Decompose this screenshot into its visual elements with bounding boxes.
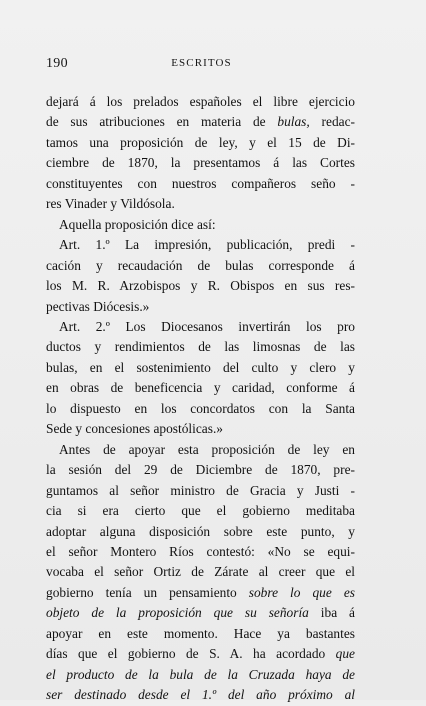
text-line: constituyentes con nuestros compañeros seño - <box>46 175 355 191</box>
text-run: gobierno tenía un pensamiento <box>46 584 249 600</box>
text-line: tamos una proposición de ley, y el 15 de Di- <box>46 134 355 150</box>
article-2-line: lo dispuesto en los concordatos con la Santa <box>46 400 355 416</box>
page-body <box>46 92 355 706</box>
text-line <box>46 665 355 685</box>
article-1-line: pectivas Diócesis.» <box>46 298 150 314</box>
text-line: ciembre de 1870, la presentamos á las Cortes <box>46 155 355 171</box>
page-number: 190 <box>46 56 68 71</box>
italic-text: el producto de la bula de la Cruzada haya de <box>46 666 355 682</box>
text-line <box>46 644 355 664</box>
article-2-line: ductos y rendimientos de las limosnas de las <box>46 339 355 355</box>
text-line: la sesión del 29 de Diciembre de 1870, pre- <box>46 462 355 478</box>
text-run: redac- <box>309 114 355 130</box>
paragraph-intro: Aquella proposición dice así: <box>59 216 216 232</box>
article-2-line: Art. 2.º Los Diocesanos invertirán los pro <box>59 318 355 334</box>
text-run: días que el gobierno de S. A. ha acordado <box>46 646 336 662</box>
article-2-line: Sede y concesiones apostólicas.» <box>46 421 224 437</box>
text-line: vocaba el señor Ortiz de Zárate al creer que el <box>46 564 355 580</box>
article-2-line: bulas, en el sostenimiento del culto y clero y <box>46 359 355 375</box>
italic-text: bulas, <box>277 114 310 130</box>
text-line: apoyar en este momento. Hace ya bastantes <box>46 625 355 641</box>
article-1-line: los M. R. Arzobispos y R. Obispos en sus res- <box>46 278 355 294</box>
italic-text: que <box>335 646 355 662</box>
text-line <box>46 603 355 623</box>
text-line: adoptar alguna disposición sobre este punto, y <box>46 523 355 539</box>
italic-text: sobre lo que es <box>248 584 355 600</box>
running-head: ESCRITOS <box>171 57 232 69</box>
text-run: iba á <box>308 605 355 621</box>
text-line <box>46 583 355 603</box>
page-header <box>46 56 357 78</box>
text-line: cia si era cierto que el gobierno meditaba <box>46 503 355 519</box>
text-line: Antes de apoyar esta proposición de ley en <box>59 441 355 457</box>
text-line: guntamos al señor ministro de Gracia y Justi - <box>46 482 355 498</box>
article-2-line: en obras de beneficencia y caridad, conforme á <box>46 380 355 396</box>
text-line <box>46 685 355 705</box>
italic-text: objeto de la proposición que su señoría <box>46 605 309 621</box>
article-1-line: cación y recaudación de bulas corresponde á <box>46 257 355 273</box>
text-line: res Vinader y Vildósola. <box>46 196 175 212</box>
text-run: de sus atribuciones en materia de <box>46 114 278 130</box>
italic-text: del año próximo al <box>216 687 355 703</box>
text-line: dejará á los prelados españoles el libre ejercicio <box>46 94 355 109</box>
text-line: el señor Montero Ríos contestó: «No se equi- <box>46 543 355 559</box>
text-line <box>46 112 355 132</box>
italic-text: ser destinado desde el 1.º <box>46 687 217 703</box>
article-1-line: Art. 1.º La impresión, publicación, predi - <box>59 237 355 253</box>
